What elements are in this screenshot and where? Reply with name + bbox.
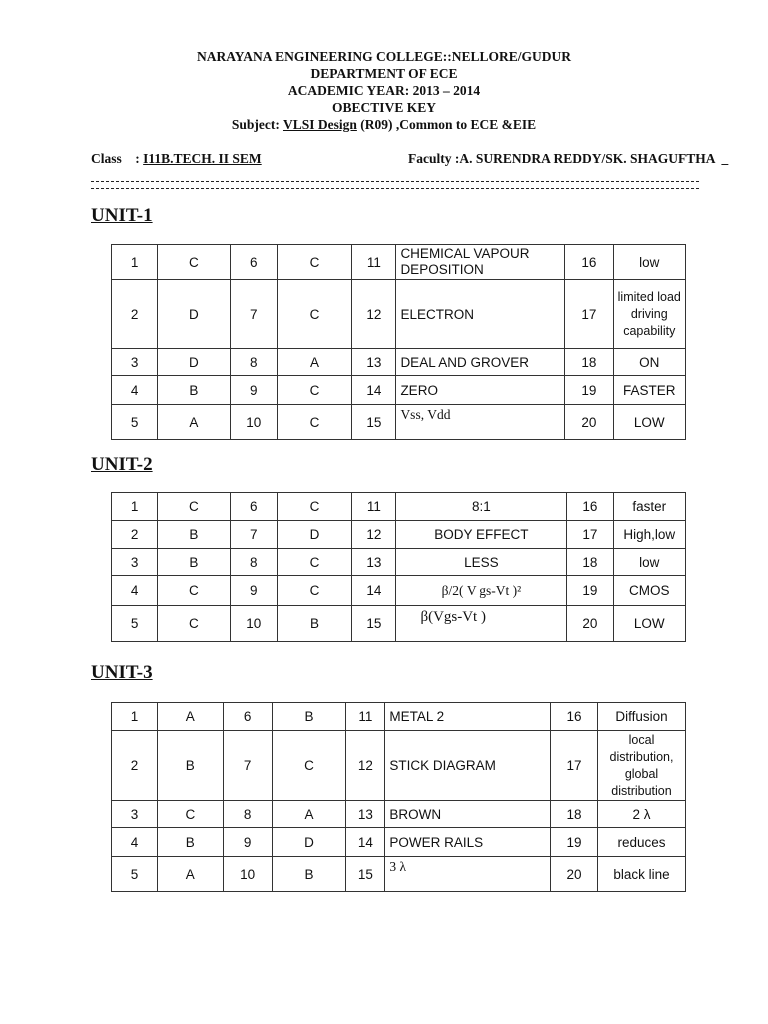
- q-num: 20: [567, 606, 613, 642]
- table-row: [112, 521, 686, 549]
- answer: C: [272, 731, 346, 801]
- table-row: [112, 349, 686, 376]
- q-num: 6: [223, 703, 272, 731]
- answer: faster: [613, 493, 685, 521]
- answer: C: [277, 576, 351, 606]
- answer: B: [157, 731, 223, 801]
- q-num: 4: [112, 376, 158, 405]
- q-num: 19: [567, 576, 613, 606]
- answer: B: [277, 606, 351, 642]
- answer: LOW: [613, 606, 685, 642]
- college-name: NARAYANA ENGINEERING COLLEGE::NELLORE/GUDUR: [196, 49, 572, 64]
- answer: C: [158, 576, 230, 606]
- divider-line: [91, 181, 699, 182]
- q-num: 12: [352, 521, 396, 549]
- answer: METAL 2: [385, 703, 551, 731]
- academic-year: ACADEMIC YEAR: 2013 – 2014: [287, 83, 481, 98]
- q-num: 12: [346, 731, 385, 801]
- answer: Diffusion: [598, 703, 686, 731]
- q-num: 19: [565, 376, 613, 405]
- answer: C: [277, 376, 351, 405]
- answer: B: [272, 703, 346, 731]
- q-num: 2: [112, 731, 158, 801]
- table-row: [112, 245, 686, 280]
- q-num: 4: [112, 828, 158, 857]
- q-num: 15: [352, 606, 396, 642]
- q-num: 5: [112, 606, 158, 642]
- answer: LESS: [396, 549, 567, 576]
- subject-name: VLSI Design: [282, 117, 357, 132]
- answer: low: [613, 549, 685, 576]
- q-num: 5: [112, 857, 158, 892]
- answer: B: [158, 549, 230, 576]
- answer: POWER RAILS: [385, 828, 551, 857]
- answer: High,low: [613, 521, 685, 549]
- q-num: 8: [230, 349, 277, 376]
- answer: C: [277, 245, 351, 280]
- q-num: 3: [112, 801, 158, 828]
- q-num: 19: [551, 828, 598, 857]
- answer: D: [272, 828, 346, 857]
- q-num: 11: [352, 245, 396, 280]
- q-num: 10: [223, 857, 272, 892]
- q-num: 1: [112, 245, 158, 280]
- answer: low: [613, 245, 685, 280]
- unit-1-title: UNIT-1: [91, 205, 153, 226]
- q-num: 16: [565, 245, 613, 280]
- q-num: 17: [551, 731, 598, 801]
- q-num: 2: [112, 521, 158, 549]
- q-num: 14: [346, 828, 385, 857]
- q-num: 14: [352, 376, 396, 405]
- q-num: 4: [112, 576, 158, 606]
- q-num: 15: [352, 405, 396, 440]
- answer: reduces: [598, 828, 686, 857]
- q-num: 18: [551, 801, 598, 828]
- unit-2-title: UNIT-2: [91, 454, 153, 475]
- answer: D: [158, 349, 230, 376]
- answer: CHEMICAL VAPOUR DEPOSITION: [396, 245, 565, 280]
- answer: β(Vgs-Vt ): [396, 606, 567, 642]
- q-num: 7: [230, 521, 277, 549]
- q-num: 20: [565, 405, 613, 440]
- q-num: 13: [352, 549, 396, 576]
- table-row: [112, 576, 686, 606]
- answer: LOW: [613, 405, 685, 440]
- q-num: 18: [565, 349, 613, 376]
- subject-label: Subject:: [231, 117, 280, 132]
- subject-rest: (R09) ,Common to ECE &EIE: [356, 117, 537, 132]
- answer: limited load driving capability: [613, 280, 685, 349]
- answer: β/2( V gs-Vt )²: [396, 576, 567, 606]
- answer: C: [277, 493, 351, 521]
- q-num: 1: [112, 703, 158, 731]
- table-row: [112, 493, 686, 521]
- answer: B: [158, 521, 230, 549]
- answer: 3 λ: [385, 857, 551, 892]
- answer: B: [272, 857, 346, 892]
- q-num: 3: [112, 349, 158, 376]
- q-num: 10: [230, 606, 277, 642]
- answer: DEAL AND GROVER: [396, 349, 565, 376]
- q-num: 7: [230, 280, 277, 349]
- answer: 2 λ: [598, 801, 686, 828]
- answer: C: [158, 606, 230, 642]
- subject-line: [0, 117, 768, 133]
- faculty-field: Faculty :A. SURENDRA REDDY/SK. SHAGUFTHA _: [408, 151, 729, 166]
- table-row: [112, 376, 686, 405]
- q-num: 9: [230, 576, 277, 606]
- q-num: 14: [352, 576, 396, 606]
- q-num: 5: [112, 405, 158, 440]
- q-num: 12: [352, 280, 396, 349]
- unit-2-table: [111, 492, 686, 642]
- q-num: 6: [230, 493, 277, 521]
- answer: STICK DIAGRAM: [385, 731, 551, 801]
- answer: D: [277, 521, 351, 549]
- answer: C: [277, 549, 351, 576]
- table-row: [112, 405, 686, 440]
- answer: ELECTRON: [396, 280, 565, 349]
- q-num: 1: [112, 493, 158, 521]
- answer: C: [158, 493, 230, 521]
- q-num: 9: [230, 376, 277, 405]
- table-row: [112, 549, 686, 576]
- class-value: I11B.TECH. II SEM: [143, 151, 262, 166]
- q-num: 3: [112, 549, 158, 576]
- unit-3-title: UNIT-3: [91, 662, 153, 683]
- answer: Vss, Vdd: [396, 405, 565, 440]
- q-num: 8: [223, 801, 272, 828]
- q-num: 17: [565, 280, 613, 349]
- table-row: [112, 731, 686, 801]
- q-num: 8: [230, 549, 277, 576]
- answer: B: [158, 376, 230, 405]
- answer: CMOS: [613, 576, 685, 606]
- divider-line: [91, 188, 699, 189]
- table-row: [112, 606, 686, 642]
- answer: FASTER: [613, 376, 685, 405]
- q-num: 16: [551, 703, 598, 731]
- answer: local distribution, global distribution: [598, 731, 686, 801]
- answer: C: [277, 280, 351, 349]
- q-num: 2: [112, 280, 158, 349]
- answer: A: [157, 857, 223, 892]
- q-num: 6: [230, 245, 277, 280]
- answer: black line: [598, 857, 686, 892]
- answer: C: [158, 245, 230, 280]
- unit-3-table: [111, 702, 686, 892]
- document-title: OBECTIVE KEY: [332, 100, 436, 115]
- table-row: [112, 703, 686, 731]
- answer: C: [157, 801, 223, 828]
- answer: D: [158, 280, 230, 349]
- q-num: 15: [346, 857, 385, 892]
- q-num: 10: [230, 405, 277, 440]
- answer: BROWN: [385, 801, 551, 828]
- table-row: [112, 280, 686, 349]
- department-name: DEPARTMENT OF ECE: [310, 66, 458, 81]
- answer: A: [272, 801, 346, 828]
- answer: ON: [613, 349, 685, 376]
- q-num: 7: [223, 731, 272, 801]
- table-row: [112, 857, 686, 892]
- q-num: 17: [567, 521, 613, 549]
- answer: C: [277, 405, 351, 440]
- q-num: 11: [346, 703, 385, 731]
- q-num: 20: [551, 857, 598, 892]
- q-num: 16: [567, 493, 613, 521]
- answer: A: [158, 405, 230, 440]
- table-row: [112, 828, 686, 857]
- class-field: [91, 151, 262, 167]
- answer: A: [277, 349, 351, 376]
- unit-1-table: [111, 244, 686, 440]
- q-num: 18: [567, 549, 613, 576]
- answer: BODY EFFECT: [396, 521, 567, 549]
- answer: B: [157, 828, 223, 857]
- class-label: Class :: [91, 151, 140, 166]
- answer: 8:1: [396, 493, 567, 521]
- q-num: 13: [352, 349, 396, 376]
- q-num: 13: [346, 801, 385, 828]
- q-num: 9: [223, 828, 272, 857]
- answer: A: [157, 703, 223, 731]
- table-row: [112, 801, 686, 828]
- answer: ZERO: [396, 376, 565, 405]
- document-header: [0, 48, 768, 116]
- q-num: 11: [352, 493, 396, 521]
